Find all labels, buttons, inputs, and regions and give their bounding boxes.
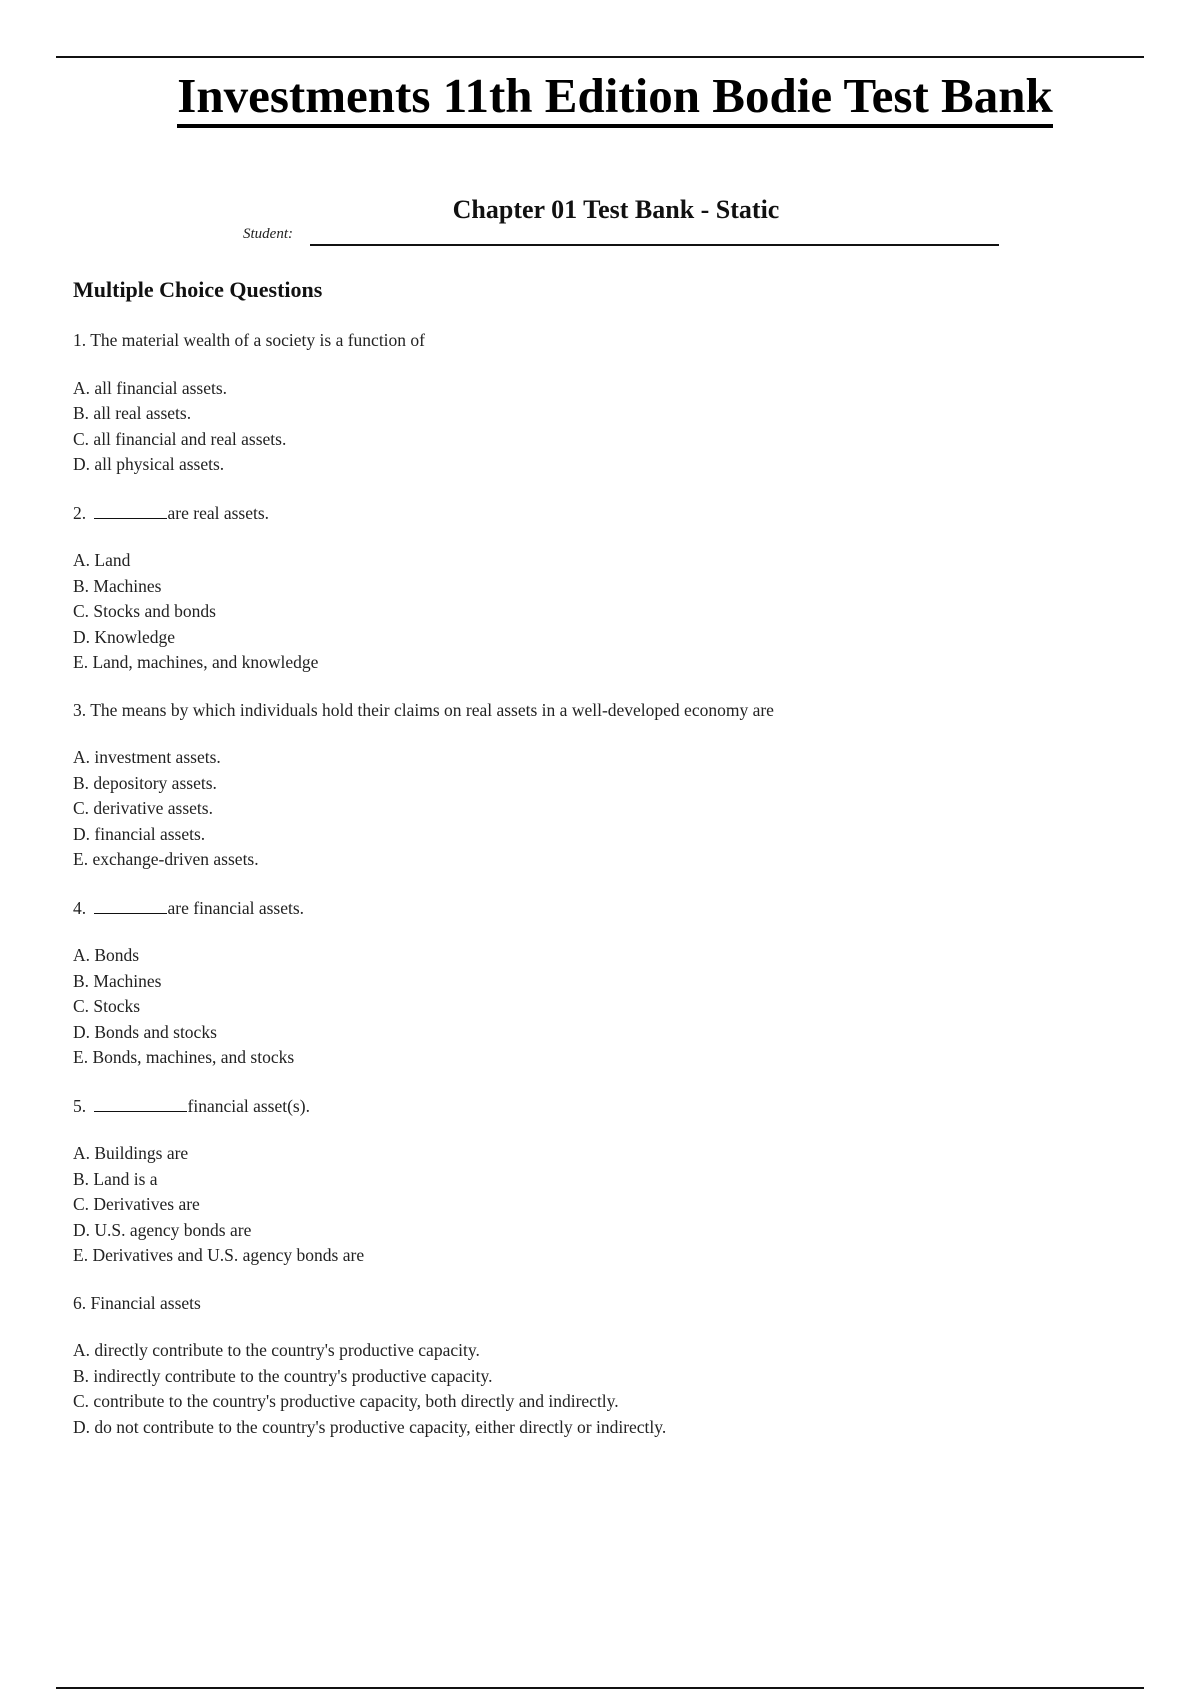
option-b: B. Machines — [73, 575, 162, 596]
question-text: are real assets. — [167, 502, 270, 523]
section-heading: Multiple Choice Questions — [73, 277, 323, 302]
option-e: E. Bonds, machines, and stocks — [73, 1047, 295, 1067]
option-c: C. Derivatives are — [73, 1194, 200, 1214]
question-stem — [73, 1093, 1133, 1120]
student-name-line[interactable] — [310, 244, 999, 246]
question-1 — [73, 328, 1133, 478]
option-d: D. financial assets. — [73, 823, 206, 844]
option-a: A. Buildings are — [73, 1143, 189, 1163]
bottom-divider — [56, 1687, 1144, 1689]
question-text: The material wealth of a society is a function of — [90, 330, 425, 350]
question-stem — [73, 698, 1133, 724]
question-stem — [73, 328, 1133, 354]
top-divider — [56, 56, 1144, 58]
question-text: are financial assets. — [167, 897, 305, 918]
option-d: D. Knowledge — [73, 626, 176, 647]
option-e: E. Derivatives and U.S. agency bonds are — [73, 1245, 365, 1265]
option-a: A. directly contribute to the country's productive capacity. — [73, 1340, 480, 1360]
question-number: 3. — [73, 699, 87, 720]
option-b: B. indirectly contribute to the country's productive capacity. — [73, 1365, 493, 1386]
option-b: B. Land is a — [73, 1168, 158, 1189]
option-c: C. contribute to the country's productive capacity, both directly and indirectly. — [73, 1391, 619, 1411]
option-d: D. do not contribute to the country's productive capacity, either directly or indirectly. — [73, 1416, 667, 1437]
option-a: A. Land — [73, 550, 131, 570]
answer-blank — [94, 500, 167, 519]
question-number: 4. — [73, 897, 87, 918]
option-b: B. Machines — [73, 970, 162, 991]
answer-blank — [94, 1093, 187, 1112]
document-title — [0, 64, 1200, 128]
question-stem — [73, 500, 1133, 527]
question-number: 2. — [73, 502, 87, 523]
question-list — [73, 328, 1133, 1462]
student-field[interactable] — [243, 222, 999, 250]
document-title-text: Investments 11th Edition Bodie Test Bank — [177, 68, 1052, 128]
question-text: Financial assets — [90, 1292, 201, 1313]
option-c: C. derivative assets. — [73, 798, 213, 818]
option-c: C. Stocks and bonds — [73, 601, 216, 621]
option-b: B. depository assets. — [73, 772, 217, 793]
option-d: D. all physical assets. — [73, 454, 225, 474]
student-label: Student: — [243, 226, 293, 242]
answer-blank — [94, 895, 167, 914]
option-c: C. Stocks — [73, 996, 141, 1016]
question-number: 5. — [73, 1095, 87, 1116]
option-a: A. Bonds — [73, 945, 140, 965]
question-stem — [73, 895, 1133, 922]
option-d: D. Bonds and stocks — [73, 1021, 217, 1042]
question-number: 1. — [73, 330, 87, 350]
question-2 — [73, 500, 1133, 676]
option-a: A. investment assets. — [73, 747, 221, 767]
question-3 — [73, 698, 1133, 873]
option-b: B. all real assets. — [73, 403, 192, 423]
question-number: 6. — [73, 1292, 87, 1313]
question-stem — [73, 1291, 1133, 1317]
question-6 — [73, 1291, 1133, 1441]
question-5 — [73, 1093, 1133, 1269]
question-4 — [73, 895, 1133, 1071]
option-e: E. Land, machines, and knowledge — [73, 652, 319, 672]
option-c: C. all financial and real assets. — [73, 428, 287, 449]
question-text: The means by which individuals hold their claims on real assets in a well-developed economy are — [90, 699, 774, 720]
option-e: E. exchange-driven assets. — [73, 849, 259, 869]
option-a: A. all financial assets. — [73, 377, 228, 398]
question-text: financial asset(s). — [187, 1095, 310, 1116]
option-d: D. U.S. agency bonds are — [73, 1219, 252, 1240]
chapter-title: Chapter 01 Test Bank - Static — [452, 195, 780, 224]
